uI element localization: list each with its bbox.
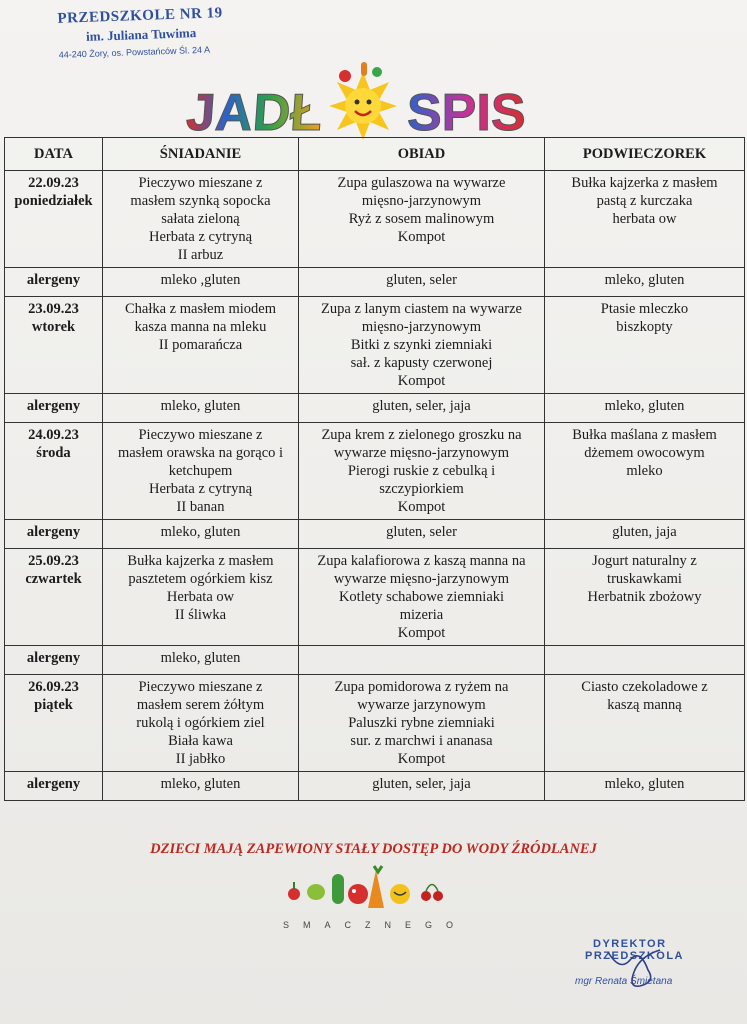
menu-line: kasza manna na mleku bbox=[134, 319, 267, 335]
menu-line: wywarze jarzynowym bbox=[357, 697, 486, 713]
header-date: DATA bbox=[5, 138, 103, 171]
breakfast-cell bbox=[103, 549, 299, 646]
smacznego-text: SMACZNEGO bbox=[282, 920, 467, 930]
menu-line: II banan bbox=[176, 499, 225, 515]
menu-line: szczypiorkiem bbox=[379, 481, 464, 497]
date: 24.09.23 bbox=[28, 427, 79, 443]
menu-line: Ryż z sosem malinowym bbox=[348, 211, 495, 227]
menu-line: Bułka kajzerka z masłem bbox=[127, 553, 274, 569]
menu-line: Kompot bbox=[397, 229, 446, 245]
header-row bbox=[5, 138, 745, 171]
menu-line: Ciasto czekoladowe z bbox=[581, 679, 708, 695]
menu-line: Paluszki rybne ziemniaki bbox=[348, 715, 495, 731]
snack-cell bbox=[545, 297, 745, 394]
date-cell bbox=[5, 549, 103, 646]
date-cell bbox=[5, 171, 103, 268]
breakfast-cell bbox=[103, 297, 299, 394]
menu-line: Zupa gulaszowa na wywarze bbox=[337, 175, 506, 191]
breakfast-cell bbox=[103, 171, 299, 268]
day-row bbox=[5, 549, 745, 646]
date: 22.09.23 bbox=[28, 175, 79, 191]
date: 23.09.23 bbox=[28, 301, 79, 317]
menu-line: Bułka kajzerka z masłem bbox=[571, 175, 718, 191]
allergens-lunch: gluten, seler bbox=[299, 520, 545, 549]
menu-line: Zupa z lanym ciastem na wywarze bbox=[321, 301, 522, 317]
menu-line: Kompot bbox=[397, 373, 446, 389]
allergens-row bbox=[5, 394, 745, 423]
snack-cell bbox=[545, 423, 745, 520]
menu-line: rukolą i ogórkiem ziel bbox=[136, 715, 265, 731]
menu-line: Herbata ow bbox=[166, 589, 235, 605]
date: 26.09.23 bbox=[28, 679, 79, 695]
menu-line: Pieczywo mieszane z bbox=[138, 427, 263, 443]
lunch-cell bbox=[299, 675, 545, 772]
date-cell bbox=[5, 423, 103, 520]
weekday: wtorek bbox=[31, 319, 76, 335]
allergens-breakfast: mleko, gluten bbox=[103, 520, 299, 549]
menu-line: pastą z kurczaka bbox=[596, 193, 693, 209]
snack-cell bbox=[545, 549, 745, 646]
menu-line: masłem orawska na gorąco i bbox=[117, 445, 284, 461]
allergens-breakfast: mleko ,gluten bbox=[103, 268, 299, 297]
menu-line: wywarze mięsno-jarzynowym bbox=[333, 571, 510, 587]
menu-line: sałata zieloną bbox=[161, 211, 240, 227]
allergens-label: alergeny bbox=[5, 394, 103, 423]
allergens-row bbox=[5, 646, 745, 675]
menu-line: Herbata z cytryną bbox=[148, 481, 253, 497]
menu-line: ketchupem bbox=[168, 463, 233, 479]
allergens-lunch bbox=[299, 646, 545, 675]
allergens-breakfast: mleko, gluten bbox=[103, 646, 299, 675]
menu-line: Pieczywo mieszane z bbox=[138, 175, 263, 191]
menu-line: Bitki z szynki ziemniaki bbox=[350, 337, 493, 353]
smacznego-logo bbox=[280, 858, 470, 938]
allergens-row bbox=[5, 772, 745, 801]
svg-text:SPIS: SPIS bbox=[407, 84, 526, 142]
svg-text:JADŁ: JADŁ bbox=[185, 84, 325, 142]
date-cell bbox=[5, 675, 103, 772]
allergens-lunch: gluten, seler bbox=[299, 268, 545, 297]
menu-line: II jabłko bbox=[175, 751, 226, 767]
menu-line: pasztetem ogórkiem kisz bbox=[128, 571, 273, 587]
menu-line: Kompot bbox=[397, 625, 446, 641]
header-breakfast: ŚNIADANIE bbox=[103, 138, 299, 171]
allergens-row bbox=[5, 520, 745, 549]
breakfast-cell bbox=[103, 423, 299, 520]
menu-line: Herbata z cytryną bbox=[148, 229, 253, 245]
allergens-snack: mleko, gluten bbox=[545, 772, 745, 801]
allergens-snack bbox=[545, 646, 745, 675]
day-row bbox=[5, 297, 745, 394]
allergens-snack: mleko, gluten bbox=[545, 268, 745, 297]
allergens-label: alergeny bbox=[5, 772, 103, 801]
allergens-breakfast: mleko, gluten bbox=[103, 394, 299, 423]
allergens-lunch: gluten, seler, jaja bbox=[299, 394, 545, 423]
stamp-address: 44-240 Żory, os. Powstańców Śl. 24 A bbox=[58, 44, 211, 60]
menu-line: Pieczywo mieszane z bbox=[138, 679, 263, 695]
stamp-line-2: im. Juliana Tuwima bbox=[85, 25, 197, 44]
snack-cell bbox=[545, 171, 745, 268]
menu-line: masłem szynką sopocka bbox=[130, 193, 271, 209]
menu-line: mleko bbox=[626, 463, 663, 479]
menu-line: Bułka maślana z masłem bbox=[572, 427, 717, 443]
menu-line: Ptasie mleczko bbox=[600, 301, 689, 317]
menu-line: Zupa kalafiorowa z kaszą manna na bbox=[317, 553, 526, 569]
allergens-snack: mleko, gluten bbox=[545, 394, 745, 423]
menu-line: Chałka z masłem miodem bbox=[124, 301, 276, 317]
director-name: mgr Renata Śmietana bbox=[575, 976, 673, 987]
date: 25.09.23 bbox=[28, 553, 79, 569]
menu-line: Zupa krem z zielonego groszku na bbox=[321, 427, 522, 443]
allergens-snack: gluten, jaja bbox=[545, 520, 745, 549]
menu-line: Jogurt naturalny z bbox=[592, 553, 697, 569]
menu-line: sur. z marchwi i ananasa bbox=[350, 733, 493, 749]
weekday: czwartek bbox=[25, 571, 82, 587]
lunch-cell bbox=[299, 171, 545, 268]
allergens-row bbox=[5, 268, 745, 297]
menu-line: Biała kawa bbox=[168, 733, 233, 749]
water-notice: DZIECI MAJĄ ZAPEWIONY STAŁY DOSTĘP DO WODY ŹRÓDLANEJ bbox=[150, 841, 597, 857]
menu-line: Kotlety schabowe ziemniaki bbox=[338, 589, 505, 605]
director-title: DYREKTOR bbox=[593, 938, 667, 950]
menu-line: kaszą manną bbox=[607, 697, 682, 713]
signature-icon bbox=[600, 942, 670, 992]
menu-line: II arbuz bbox=[177, 247, 224, 263]
menu-line: biszkopty bbox=[616, 319, 673, 335]
allergens-label: alergeny bbox=[5, 646, 103, 675]
lunch-cell bbox=[299, 297, 545, 394]
menu-line: mięsno-jarzynowym bbox=[361, 193, 482, 209]
menu-line: mizeria bbox=[399, 607, 444, 623]
fruit-vegetable-icon bbox=[280, 858, 470, 913]
menu-line: sał. z kapusty czerwonej bbox=[350, 355, 493, 371]
weekday: poniedziałek bbox=[14, 193, 93, 209]
menu-line: Zupa pomidorowa z ryżem na bbox=[334, 679, 509, 695]
jadlospis-logo bbox=[185, 62, 530, 142]
allergens-lunch: gluten, seler, jaja bbox=[299, 772, 545, 801]
menu-line: Herbatnik zbożowy bbox=[587, 589, 702, 605]
allergens-label: alergeny bbox=[5, 268, 103, 297]
menu-line: herbata ow bbox=[612, 211, 677, 227]
allergens-label: alergeny bbox=[5, 520, 103, 549]
preschool-stamp bbox=[57, 5, 224, 60]
snack-cell bbox=[545, 675, 745, 772]
breakfast-cell bbox=[103, 675, 299, 772]
director-institution: PRZEDSZKOLA bbox=[585, 950, 684, 962]
stamp-line-1: PRZEDSZKOLE NR 19 bbox=[57, 5, 223, 27]
menu-line: II pomarańcza bbox=[158, 337, 243, 353]
day-row bbox=[5, 675, 745, 772]
lunch-cell bbox=[299, 549, 545, 646]
menu-line: Kompot bbox=[397, 499, 446, 515]
menu-line: mięsno-jarzynowym bbox=[361, 319, 482, 335]
date-cell bbox=[5, 297, 103, 394]
allergens-breakfast: mleko, gluten bbox=[103, 772, 299, 801]
menu-line: masłem serem żółtym bbox=[136, 697, 265, 713]
weekday: piątek bbox=[34, 697, 73, 713]
menu-line: II śliwka bbox=[174, 607, 227, 623]
menu-line: dżemem owocowym bbox=[584, 445, 705, 461]
menu-table bbox=[4, 137, 745, 801]
lunch-cell bbox=[299, 423, 545, 520]
menu-line: Kompot bbox=[397, 751, 446, 767]
weekday: środa bbox=[36, 445, 71, 461]
header-lunch: OBIAD bbox=[299, 138, 545, 171]
menu-line: wywarze mięsno-jarzynowym bbox=[333, 445, 510, 461]
header-snack: PODWIECZOREK bbox=[545, 138, 745, 171]
menu-line: Pierogi ruskie z cebulką i bbox=[347, 463, 496, 479]
menu-line: truskawkami bbox=[607, 571, 682, 587]
day-row bbox=[5, 171, 745, 268]
day-row bbox=[5, 423, 745, 520]
